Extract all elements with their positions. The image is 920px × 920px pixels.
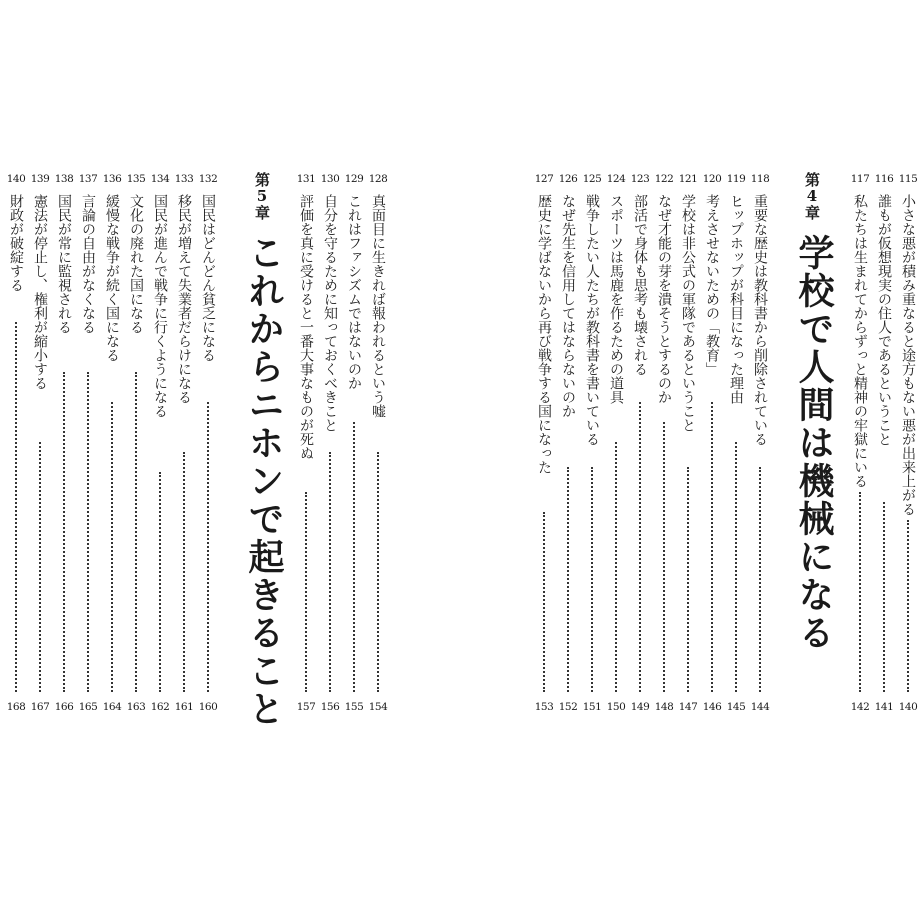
toc-entry bbox=[532, 168, 556, 716]
dot-leader bbox=[183, 452, 187, 692]
toc-entry bbox=[872, 168, 896, 716]
chapter-title: 学校で人間は機械になる bbox=[793, 234, 835, 652]
toc-entry bbox=[4, 168, 28, 716]
page-number: 129 bbox=[344, 173, 364, 185]
dot-leader bbox=[759, 467, 763, 692]
dot-leader bbox=[639, 402, 643, 692]
page-number: 131 bbox=[296, 173, 316, 185]
entry-title: 言論の自由がなくなる bbox=[80, 194, 96, 334]
chapter-heading bbox=[240, 172, 288, 732]
page-number: 164 bbox=[102, 701, 122, 713]
entry-title: 私たちは生まれてからずっと精神の牢獄にいる bbox=[852, 194, 868, 488]
entry-title: 憲法が停止し、権利が縮小する bbox=[32, 194, 48, 390]
page-number: 117 bbox=[850, 173, 870, 185]
toc-entry bbox=[700, 168, 724, 716]
entry-title: 文化の廃れた国になる bbox=[128, 194, 144, 334]
page-number: 115 bbox=[898, 173, 918, 185]
toc-entry bbox=[318, 168, 342, 716]
page-number: 154 bbox=[368, 701, 388, 713]
entry-title: なぜ先生を信用してはならないのか bbox=[560, 194, 576, 418]
page-number: 124 bbox=[606, 173, 626, 185]
entry-title: 考えさせないための「教育」 bbox=[704, 194, 720, 376]
page-number: 142 bbox=[850, 701, 870, 713]
page-number: 120 bbox=[702, 173, 722, 185]
page-number: 167 bbox=[30, 701, 50, 713]
page-number: 127 bbox=[534, 173, 554, 185]
page-number: 155 bbox=[344, 701, 364, 713]
dot-leader bbox=[663, 422, 667, 692]
page-number: 147 bbox=[678, 701, 698, 713]
entry-title: 小さな悪が積み重なると途方もない悪が出来上がる bbox=[900, 194, 916, 516]
entry-title: これはファシズムではないのか bbox=[346, 194, 362, 390]
page-number: 160 bbox=[198, 701, 218, 713]
toc-entry bbox=[76, 168, 100, 716]
toc-entry bbox=[604, 168, 628, 716]
page-number: 122 bbox=[654, 173, 674, 185]
chapter-label: 第5章 bbox=[253, 172, 271, 220]
page-number: 145 bbox=[726, 701, 746, 713]
toc-entry bbox=[28, 168, 52, 716]
page-number: 118 bbox=[750, 173, 770, 185]
entry-title: 緩慢な戦争が続く国になる bbox=[104, 194, 120, 362]
dot-leader bbox=[305, 492, 309, 692]
dot-leader bbox=[207, 402, 211, 692]
toc-entry bbox=[196, 168, 220, 716]
page-number: 152 bbox=[558, 701, 578, 713]
entry-title: なぜ才能の芽を潰そうとするのか bbox=[656, 194, 672, 404]
entry-title: 財政が破綻する bbox=[8, 194, 24, 292]
entry-title: 歴史に学ばないから再び戦争する国になった bbox=[536, 194, 552, 474]
page-number: 146 bbox=[702, 701, 722, 713]
toc-entry bbox=[366, 168, 390, 716]
dot-leader bbox=[615, 442, 619, 692]
toc-entry bbox=[580, 168, 604, 716]
entry-title: ヒップホップが科目になった理由 bbox=[728, 194, 744, 404]
entry-title: 部活で身体も思考も壊される bbox=[632, 194, 648, 376]
dot-leader bbox=[159, 472, 163, 692]
page-number: 150 bbox=[606, 701, 626, 713]
dot-leader bbox=[39, 442, 43, 692]
page-number: 125 bbox=[582, 173, 602, 185]
dot-leader bbox=[353, 422, 357, 692]
dot-leader bbox=[15, 322, 19, 692]
page-number: 119 bbox=[726, 173, 746, 185]
dot-leader bbox=[859, 492, 863, 692]
chapter-heading bbox=[790, 172, 838, 732]
toc-entry bbox=[52, 168, 76, 716]
dot-leader bbox=[711, 402, 715, 692]
chapter-title: これからニホンで起きること bbox=[243, 234, 285, 728]
page-number: 168 bbox=[6, 701, 26, 713]
page-number: 157 bbox=[296, 701, 316, 713]
toc-entry bbox=[848, 168, 872, 716]
page-number: 149 bbox=[630, 701, 650, 713]
toc-entry bbox=[652, 168, 676, 716]
dot-leader bbox=[735, 442, 739, 692]
page-number: 165 bbox=[78, 701, 98, 713]
dot-leader bbox=[329, 452, 333, 692]
toc-entry bbox=[556, 168, 580, 716]
page-number: 151 bbox=[582, 701, 602, 713]
dot-leader bbox=[377, 452, 381, 692]
page-number: 144 bbox=[750, 701, 770, 713]
page-number: 140 bbox=[6, 173, 26, 185]
entry-title: 学校は非公式の軍隊であるということ bbox=[680, 194, 696, 432]
toc-entry bbox=[342, 168, 366, 716]
page-number: 123 bbox=[630, 173, 650, 185]
toc-entry bbox=[100, 168, 124, 716]
page-number: 116 bbox=[874, 173, 894, 185]
entry-title: スポーツは馬鹿を作るための道具 bbox=[608, 194, 624, 404]
entry-title: 誰もが仮想現実の住人であるということ bbox=[876, 194, 892, 446]
entry-title: 自分を守るために知っておくべきこと bbox=[322, 194, 338, 432]
entry-title: 移民が増えて失業者だらけになる bbox=[176, 194, 192, 404]
page-number: 162 bbox=[150, 701, 170, 713]
page-number: 137 bbox=[78, 173, 98, 185]
page-number: 132 bbox=[198, 173, 218, 185]
toc-entry bbox=[676, 168, 700, 716]
page-number: 128 bbox=[368, 173, 388, 185]
page-number: 141 bbox=[874, 701, 894, 713]
page-number: 130 bbox=[320, 173, 340, 185]
page-number: 121 bbox=[678, 173, 698, 185]
toc-entry bbox=[148, 168, 172, 716]
toc-entry bbox=[124, 168, 148, 716]
entry-title: 評価を真に受けると一番大事なものが死ぬ bbox=[298, 194, 314, 460]
page-number: 156 bbox=[320, 701, 340, 713]
chapter-label: 第4章 bbox=[803, 172, 821, 220]
toc-entry bbox=[172, 168, 196, 716]
page-number: 140 bbox=[898, 701, 918, 713]
dot-leader bbox=[111, 402, 115, 692]
page-number: 136 bbox=[102, 173, 122, 185]
page-number: 166 bbox=[54, 701, 74, 713]
dot-leader bbox=[883, 502, 887, 692]
toc-entry bbox=[294, 168, 318, 716]
entry-title: 国民が常に監視される bbox=[56, 194, 72, 334]
page-number: 133 bbox=[174, 173, 194, 185]
dot-leader bbox=[567, 467, 571, 692]
page-number: 126 bbox=[558, 173, 578, 185]
page-number: 135 bbox=[126, 173, 146, 185]
entry-title: 国民はどんどん貧乏になる bbox=[200, 194, 216, 362]
dot-leader bbox=[543, 512, 547, 692]
dot-leader bbox=[87, 372, 91, 692]
toc-entry bbox=[748, 168, 772, 716]
page-number: 161 bbox=[174, 701, 194, 713]
page-number: 148 bbox=[654, 701, 674, 713]
entry-title: 戦争したい人たちが教科書を書いている bbox=[584, 194, 600, 446]
dot-leader bbox=[591, 467, 595, 692]
page-number: 163 bbox=[126, 701, 146, 713]
entry-title: 国民が進んで戦争に行くようになる bbox=[152, 194, 168, 418]
page-number: 153 bbox=[534, 701, 554, 713]
dot-leader bbox=[135, 372, 139, 692]
toc-entry bbox=[724, 168, 748, 716]
entry-title: 重要な歴史は教科書から削除されている bbox=[752, 194, 768, 446]
page-number: 139 bbox=[30, 173, 50, 185]
dot-leader bbox=[687, 467, 691, 692]
toc-entry bbox=[896, 168, 920, 716]
entry-title: 真面目に生きれば報われるという嘘 bbox=[370, 194, 386, 418]
page-number: 134 bbox=[150, 173, 170, 185]
dot-leader bbox=[907, 520, 911, 692]
toc-entry bbox=[628, 168, 652, 716]
dot-leader bbox=[63, 372, 67, 692]
page-number: 138 bbox=[54, 173, 74, 185]
